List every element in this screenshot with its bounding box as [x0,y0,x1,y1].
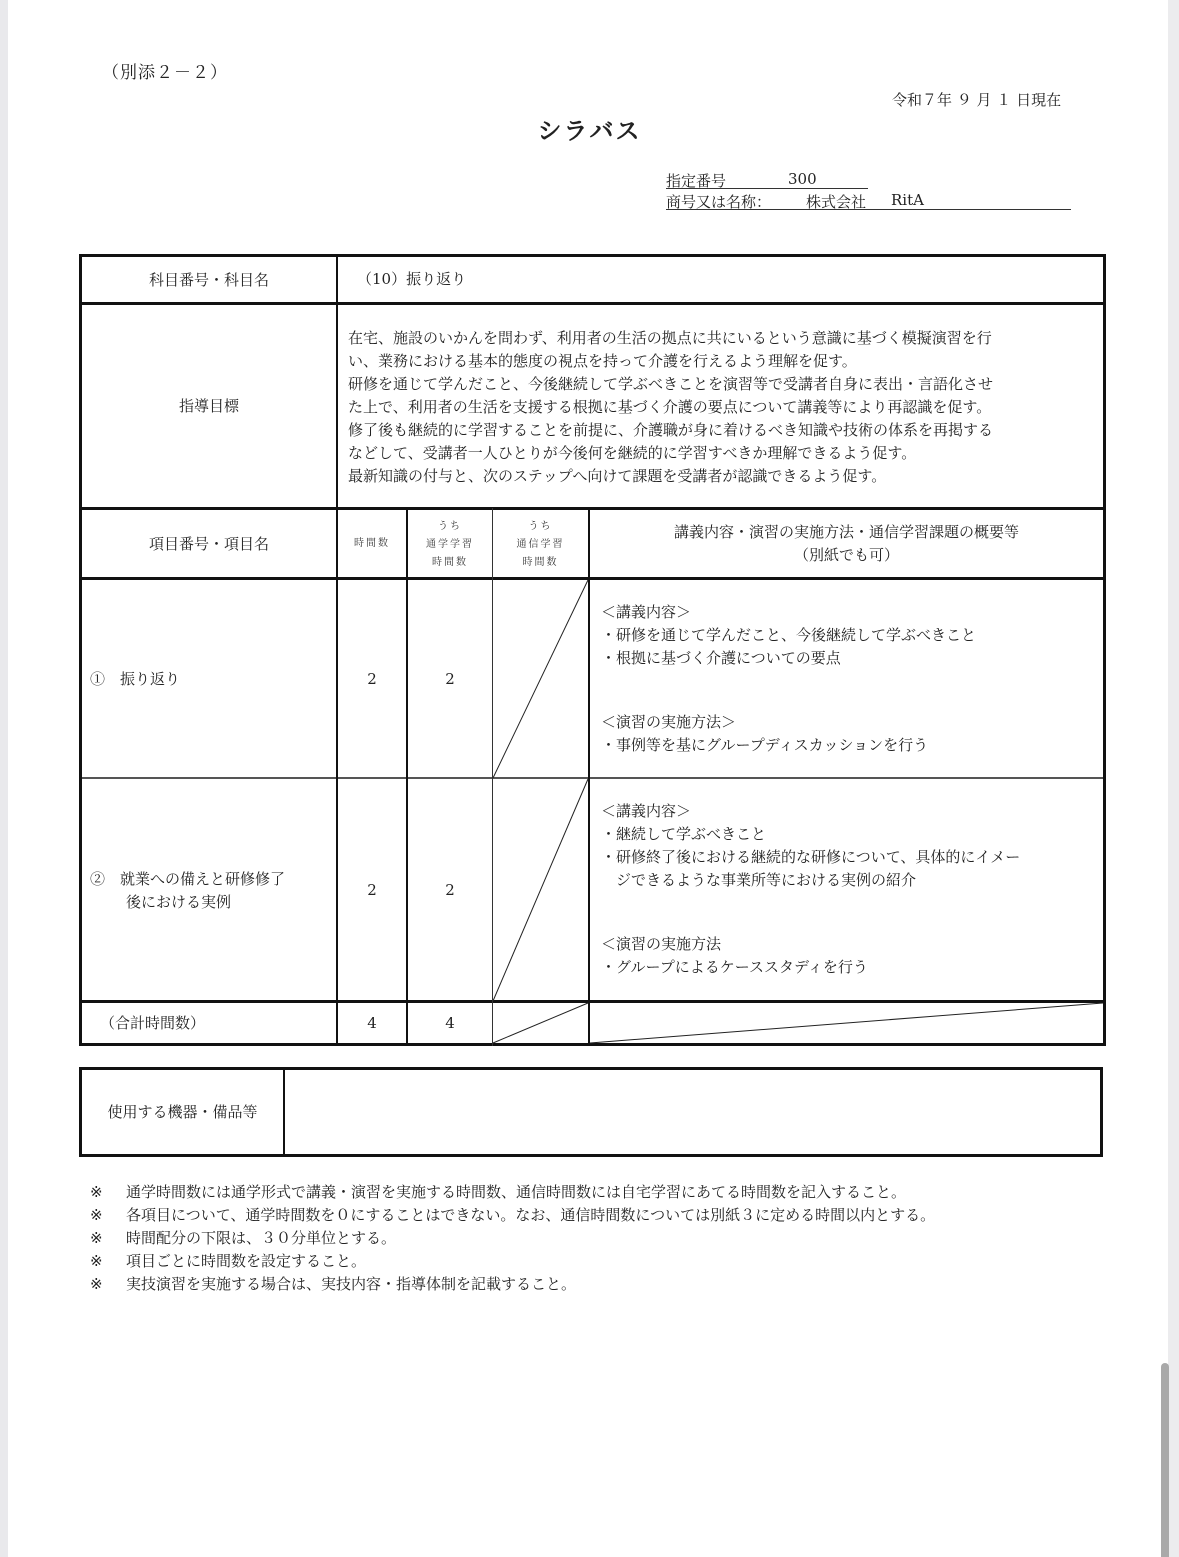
correspondence-header-line: 時間数 [522,557,559,568]
commute-header-line: 時間数 [432,557,468,568]
item-name [90,868,285,914]
column-header-correspondence-hours [493,512,588,578]
exercise-heading: ＜演習の実施方法 [601,935,722,953]
lecture-line: ジできるような事業所等における実例の紹介 [601,871,917,889]
column-header-content [590,510,1103,578]
empty-cell-slash [493,779,588,1001]
table-border-right [1103,254,1106,1046]
goal-line: などして、受講者一人ひとりが今後何を継続的に学習すべきか理解できるよう促す。 [348,444,917,462]
column-header-commute-hours [408,512,492,578]
item-name-line: 後における実例 [126,893,232,911]
lecture-heading: ＜講義内容＞ [601,603,692,621]
lecture-line: ・研修を通じて学んだこと、今後継続して学ぶべきこと [601,626,977,644]
goal-line: 在宅、施設のいかんを問わず、利用者の生活の拠点に共にいるという意識に基づく模擬演習を行 [348,329,992,347]
commute-header-line: うち [438,521,462,532]
total-commute-hours: 4 [445,1013,455,1032]
company-name-line [666,191,1071,210]
designation-number: 300 [788,170,817,188]
correspondence-header-line: 通信学習 [516,539,565,550]
item-hours: 2 [367,880,377,899]
item-content [601,800,1020,979]
item-hours: 2 [367,669,377,688]
note-text: 通学時間数には通学形式で講義・演習を実施する時間数、通信時間数には自宅学習にあてる時間数を記入すること。 [126,1183,907,1201]
note-text: 各項目について、通学時間数を０にすることはできない。なお、通信時間数については別紙３に定める時間以内とする。 [126,1206,936,1224]
designation-label: 指定番号 [666,172,727,190]
goal-line: い、業務における基本的態度の視点を持って介護を行えるよう理解を促す。 [348,352,857,370]
vertical-scrollbar[interactable] [1161,1363,1169,1557]
column-header-hours: 時間数 [354,538,390,549]
table-border-right [1100,1067,1103,1157]
company-type: 株式会社 [806,193,867,211]
empty-cell-slash [493,1003,588,1043]
note-item [90,1273,576,1294]
total-label: （合計時間数） [100,1014,206,1032]
empty-cell-slash [493,580,588,778]
note-mark: ※ [90,1183,103,1201]
goal-label: 指導目標 [178,397,239,415]
company-label: 商号又は名称： [666,193,772,211]
exercise-line: ・グループによるケーススタディを行う [601,958,868,976]
note-item [90,1250,366,1271]
total-hours: 4 [367,1013,377,1032]
commute-header-line: 通学学習 [426,539,474,550]
note-text: 実技演習を実施する場合は、実技内容・指導体制を記載すること。 [126,1275,577,1293]
exercise-heading: ＜演習の実施方法＞ [601,713,737,731]
correspondence-header-line: うち [528,521,553,532]
company-name: RitA [891,191,924,209]
note-item [90,1204,935,1225]
item-commute-hours: 2 [445,669,455,688]
note-mark: ※ [90,1252,103,1270]
note-item [90,1181,906,1202]
goal-line: た上で、利用者の生活を支援する根拠に基づく介護の要点について講義等により再認識を促す。 [348,398,992,416]
goal-line: 最新知識の付与と、次のステップへ向けて課題を受講者が認識できるよう促す。 [348,467,887,485]
note-mark: ※ [90,1206,103,1224]
item-name: ① 振り返り [90,670,181,688]
note-text: 項目ごとに時間数を設定すること。 [126,1252,367,1270]
subject-value: （10）振り返り [357,270,467,288]
goal-line: 研修を通じて学んだこと、今後継続して学ぶべきことを演習等で受講者自身に表出・言語化させ [348,375,994,393]
goal-line: 修了後も継続的に学習することを前提に、介護職が身に着けるべき知識や技術の体系を再掲する [348,421,994,439]
column-divider [283,1067,285,1157]
note-text: 時間配分の下限は、３０分単位とする。 [126,1229,397,1247]
note-item [90,1227,396,1248]
lecture-line: ・継続して学ぶべきこと [601,825,767,843]
item-commute-hours: 2 [445,880,455,899]
table-border-bottom [79,1154,1103,1157]
lecture-line: ・研修終了後における継続的な研修について、具体的にイメー [601,848,1021,866]
column-header-item: 項目番号・項目名 [148,534,269,553]
item-name-line: ② 就業への備えと研修修了 [90,870,286,888]
column-divider [588,508,590,1046]
note-mark: ※ [90,1275,103,1293]
equipment-label: 使用する機器・備品等 [107,1102,258,1121]
content-header-line: （別紙でも可） [793,546,899,564]
subject-label: 科目番号・科目名 [148,270,269,289]
item-content [601,601,976,757]
goal-text [348,327,1103,488]
designation-number-line [666,170,868,189]
table-border-bottom [79,1043,1106,1046]
empty-cell-slash [590,1003,1103,1043]
lecture-heading: ＜講義内容＞ [601,802,692,820]
viewer-background [1168,0,1179,1557]
exercise-line: ・事例等を基にグループディスカッションを行う [601,736,929,754]
lecture-line: ・根拠に基づく介護についての要点 [601,649,841,667]
content-header-line: 講義内容・演習の実施方法・通信学習課題の概要等 [673,523,1019,541]
attachment-label: （別添２－２） [102,63,228,83]
as-of-date: 令和７年 ９ 月 １ 日現在 [892,91,1062,109]
note-mark: ※ [90,1229,103,1247]
row-divider [79,777,1106,779]
page-title: シラバス [537,116,642,145]
